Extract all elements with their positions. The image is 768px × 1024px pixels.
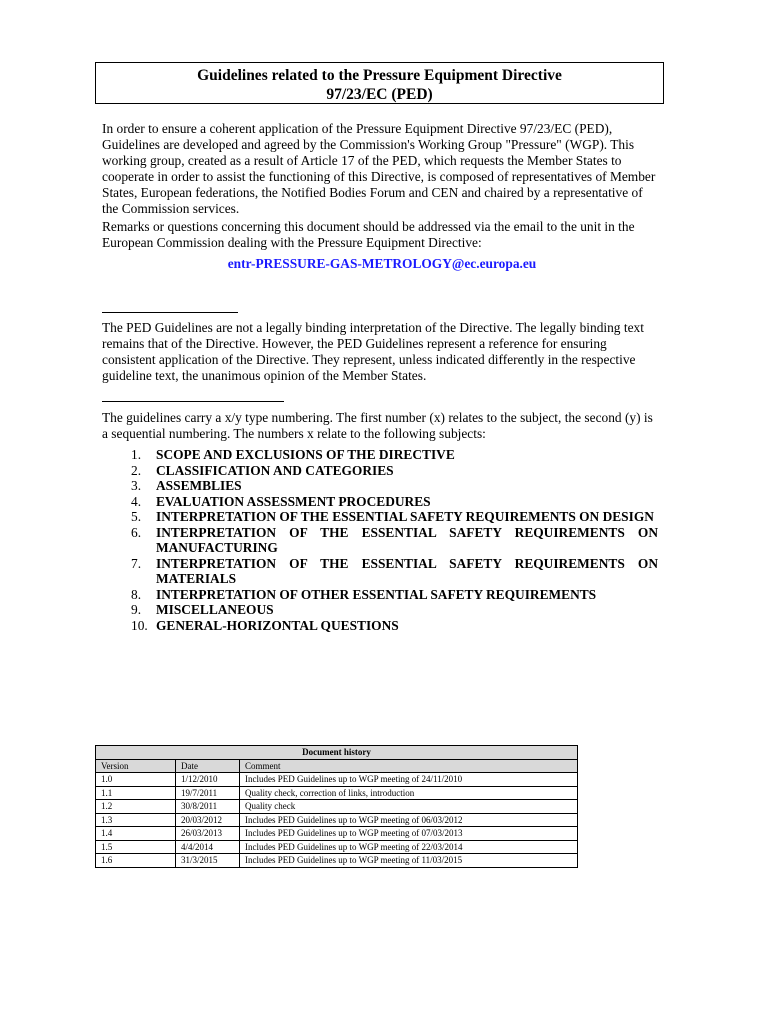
subject-number: 7. xyxy=(131,555,142,571)
date-cell: 19/7/2011 xyxy=(176,786,240,800)
subject-number: 8. xyxy=(131,586,142,602)
table-row xyxy=(96,854,578,868)
table-row xyxy=(96,840,578,854)
version-cell: 1.5 xyxy=(96,840,176,854)
document-title-line-2: 97/23/EC (PED) xyxy=(326,86,433,103)
intro-paragraph: In order to ensure a coherent application of the Pressure Equipment Directive 97/23/EC (PED), Guidelines are developed and agreed by the Commission's Working Group "Pressure" (WGP). This working group, created as a result of Article 17 of the PED, which requests the Member States to cooperate in order to assist the functioning of this Directive, is composed of representatives of Member States, European federations, the Notified Bodies Forum and CEN and chaired by a representative of the Commission services. xyxy=(102,121,656,216)
history-header-row xyxy=(96,759,578,773)
date-cell: 1/12/2010 xyxy=(176,773,240,787)
table-row xyxy=(96,827,578,841)
document-history-table xyxy=(95,745,578,868)
version-cell: 1.3 xyxy=(96,813,176,827)
subject-text: INTERPRETATION OF THE ESSENTIAL SAFETY REQUIREMENTS ON MATERIALS xyxy=(156,555,658,586)
subject-number: 10. xyxy=(131,617,148,633)
subject-number: 9. xyxy=(131,602,142,617)
date-cell: 26/03/2013 xyxy=(176,827,240,841)
table-row xyxy=(96,800,578,814)
column-header-version: Version xyxy=(96,759,176,773)
subject-text: EVALUATION ASSESSMENT PROCEDURES xyxy=(156,493,431,509)
subject-item xyxy=(131,478,658,494)
subject-number: 1. xyxy=(131,447,142,462)
comment-cell: Quality check xyxy=(240,800,578,814)
document-title-line-1: Guidelines related to the Pressure Equipment Directive xyxy=(197,67,562,84)
date-cell: 20/03/2012 xyxy=(176,813,240,827)
version-cell: 1.4 xyxy=(96,827,176,841)
table-row xyxy=(96,786,578,800)
subject-item xyxy=(131,556,658,587)
subject-number: 4. xyxy=(131,493,142,509)
subject-item xyxy=(131,587,658,603)
subject-text: MISCELLANEOUS xyxy=(156,602,274,617)
table-row xyxy=(96,813,578,827)
subject-item xyxy=(131,494,658,510)
date-cell: 4/4/2014 xyxy=(176,840,240,854)
subject-item xyxy=(131,447,658,463)
subject-text: SCOPE AND EXCLUSIONS OF THE DIRECTIVE xyxy=(156,447,455,462)
subject-text: INTERPRETATION OF THE ESSENTIAL SAFETY REQUIREMENTS ON MANUFACTURING xyxy=(156,524,658,555)
column-header-date: Date xyxy=(176,759,240,773)
comment-cell: Includes PED Guidelines up to WGP meeting of 11/03/2015 xyxy=(240,854,578,868)
subject-item xyxy=(131,602,658,618)
subject-text: GENERAL-HORIZONTAL QUESTIONS xyxy=(156,617,399,633)
footnote-divider xyxy=(102,312,238,313)
subject-item xyxy=(131,525,658,556)
history-caption: Document history xyxy=(96,746,578,760)
comment-cell: Includes PED Guidelines up to WGP meeting of 24/11/2010 xyxy=(240,773,578,787)
subjects-list xyxy=(131,447,658,633)
document-title-box xyxy=(95,62,664,104)
subject-text: INTERPRETATION OF OTHER ESSENTIAL SAFETY REQUIREMENTS xyxy=(156,586,597,602)
numbering-note-paragraph: The guidelines carry a x/y type numbering. The first number (x) relates to the subject, the second (y) is a sequential numbering. The numbers x relate to the following subjects: xyxy=(102,410,653,441)
column-header-comment: Comment xyxy=(240,759,578,773)
legal-note-paragraph: The PED Guidelines are not a legally binding interpretation of the Directive. The legally binding text remains that of the Directive. However, the PED Guidelines represent a reference for ensuring consistent application of the Directive. They represent, unless indicated differently in the respective guideline text, the unanimous opinion of the Member States. xyxy=(102,320,644,383)
subject-text: INTERPRETATION OF THE ESSENTIAL SAFETY REQUIREMENTS ON DESIGN xyxy=(156,509,654,524)
comment-cell: Quality check, correction of links, introduction xyxy=(240,786,578,800)
subject-number: 5. xyxy=(131,509,142,524)
date-cell: 31/3/2015 xyxy=(176,854,240,868)
footnote-divider xyxy=(102,401,284,402)
date-cell: 30/8/2011 xyxy=(176,800,240,814)
subject-number: 3. xyxy=(131,478,142,493)
comment-cell: Includes PED Guidelines up to WGP meeting of 06/03/2012 xyxy=(240,813,578,827)
contact-email-link[interactable]: entr-PRESSURE-GAS-METROLOGY@ec.europa.eu xyxy=(227,256,537,271)
table-row xyxy=(96,773,578,787)
history-caption-row xyxy=(96,746,578,760)
subject-number: 6. xyxy=(131,524,142,540)
subject-text: CLASSIFICATION AND CATEGORIES xyxy=(156,462,394,478)
comment-cell: Includes PED Guidelines up to WGP meeting of 07/03/2013 xyxy=(240,827,578,841)
comment-cell: Includes PED Guidelines up to WGP meeting of 22/03/2014 xyxy=(240,840,578,854)
subject-item xyxy=(131,463,658,479)
subject-item xyxy=(131,618,658,634)
subject-number: 2. xyxy=(131,462,142,478)
version-cell: 1.1 xyxy=(96,786,176,800)
version-cell: 1.2 xyxy=(96,800,176,814)
version-cell: 1.0 xyxy=(96,773,176,787)
remarks-paragraph: Remarks or questions concerning this document should be addressed via the email to the unit in the European Commission dealing with the Pressure Equipment Directive: xyxy=(102,219,635,250)
version-cell: 1.6 xyxy=(96,854,176,868)
subject-text: ASSEMBLIES xyxy=(156,478,242,493)
subject-item xyxy=(131,509,658,525)
